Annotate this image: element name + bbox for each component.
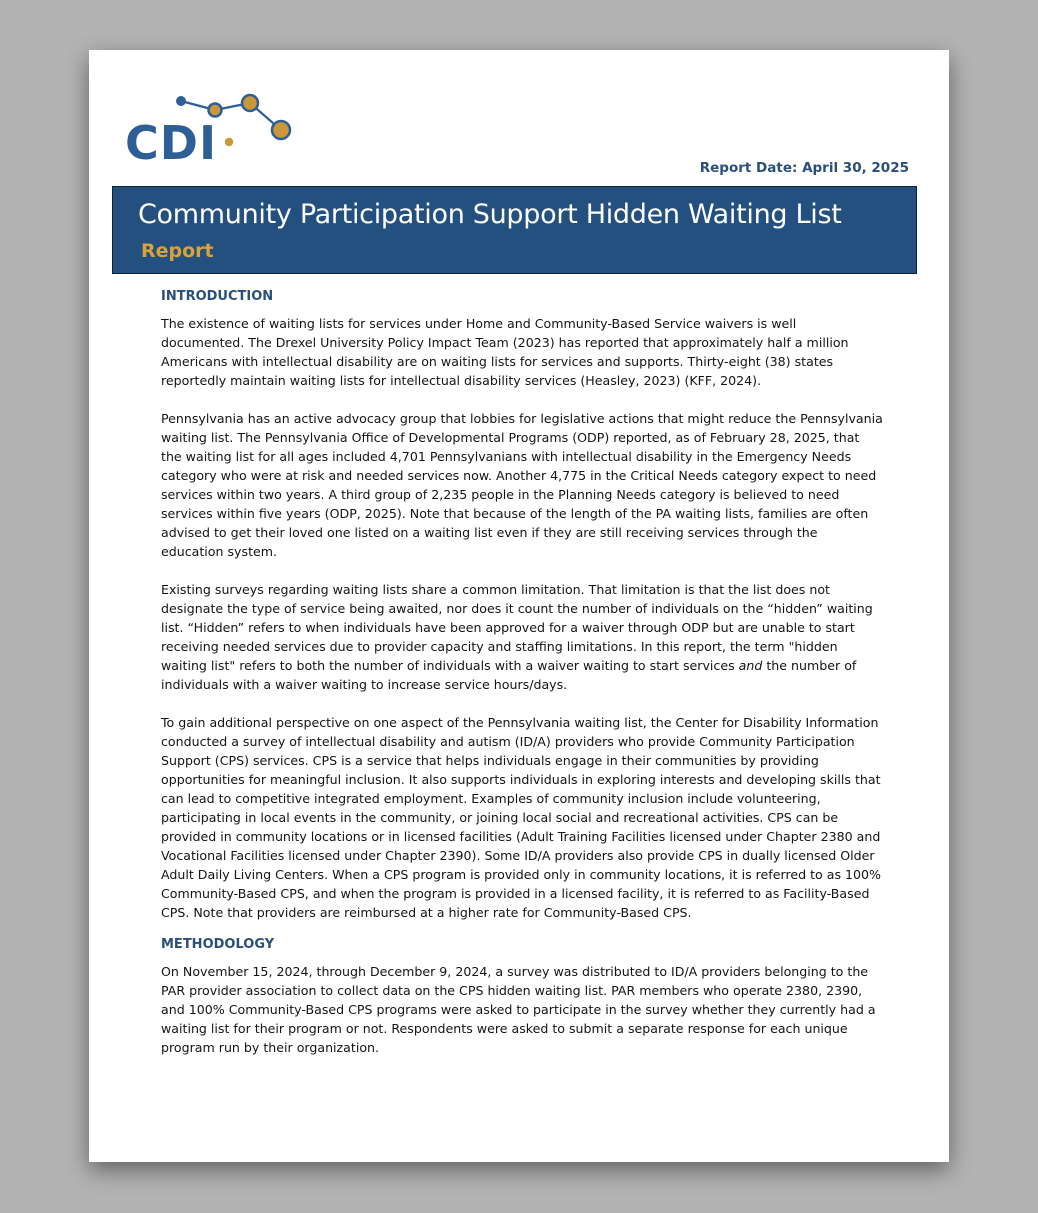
report-subtitle: Report [141,240,214,262]
report-title: Community Participation Support Hidden Waiting List [138,199,842,230]
title-banner [112,186,917,274]
section-heading-methodology: METHODOLOGY [161,937,275,952]
emphasis-text: and [738,658,763,673]
section-heading-introduction: INTRODUCTION [161,289,274,304]
paragraph [161,580,883,694]
paragraph: The existence of waiting lists for services under Home and Community-Based Service waivers is well documented. The Drexel University Policy Impact Team (2023) has reported that approximately half a million Americans with intellectual disability are on waiting lists for services and supports. Thirty-eight (38) states reportedly maintain waiting lists for intellectual disability services (Heasley, 2023) (KFF, 2024). [161,316,849,388]
cdi-logo [125,92,305,172]
logo-text: CDI [125,116,218,170]
report-date: Report Date: April 30, 2025 [699,160,909,176]
paragraph: Pennsylvania has an active advocacy group that lobbies for legislative actions that might reduce the Pennsylvania waiting list. The Pennsylvania Office of Developmental Programs (ODP) reported, as of February 28, 2025, that the waiting list for all ages included 4,701 Pennsylvanians with intellectual disability in the Emergency Needs category who were at risk and needed services now. Another 4,775 in the Critical Needs category expect to need services within two years. A third group of 2,235 people in the Planning Needs category is believed to need services within five years (ODP, 2025). Note that because of the length of the PA waiting lists, families are often advised to get their loved one listed on a waiting list even if they are still receiving services through the education system. [161,411,883,559]
report-body [161,288,883,1057]
paragraph: On November 15, 2024, through December 9, 2024, a survey was distributed to ID/A providers belonging to the PAR provider association to collect data on the CPS hidden waiting list. PAR members who operate 2380, 2390, and 100% Community-Based CPS programs were asked to participate in the survey whether they currently had a waiting list for their program or not. Respondents were asked to submit a separate response for each unique program run by their organization. [161,964,876,1055]
paragraph-text: the number of individuals with a waiver waiting to increase service hours/days. [161,658,857,692]
document-page [89,50,949,1162]
paragraph: To gain additional perspective on one aspect of the Pennsylvania waiting list, the Center for Disability Information conducted a survey of intellectual disability and autism (ID/A) providers who provide Community Participation Support (CPS) services. CPS is a service that helps individuals engage in their communities by providing opportunities for meaningful inclusion. It also supports individuals in exploring interests and developing skills that can lead to competitive integrated employment. Examples of community inclusion include volunteering, participating in local events in the community, or joining local social and recreational activities. CPS can be provided in community locations or in licensed facilities (Adult Training Facilities licensed under Chapter 2380 and Vocational Facilities licensed under Chapter 2390). Some ID/A providers also provide CPS in dually licensed Older Adult Daily Living Centers. When a CPS program is provided only in community locations, it is referred to as 100% Community-Based CPS, and when the program is provided in a licensed facility, it is referred to as Facility-Based CPS. Note that providers are reimbursed at a higher rate for Community-Based CPS. [161,715,882,920]
paragraph-text: Existing surveys regarding waiting lists share a common limitation. That limitation is that the list does not designate the type of service being awaited, nor does it count the number of individuals on the “hidden” waiting list. “Hidden” refers to when individuals have been approved for a waiver through ODP but are unable to start receiving needed services due to provider capacity and staffing limitations. In this report, the term "hidden waiting list" refers to both the number of individuals with a waiver waiting to start services [161,582,873,673]
